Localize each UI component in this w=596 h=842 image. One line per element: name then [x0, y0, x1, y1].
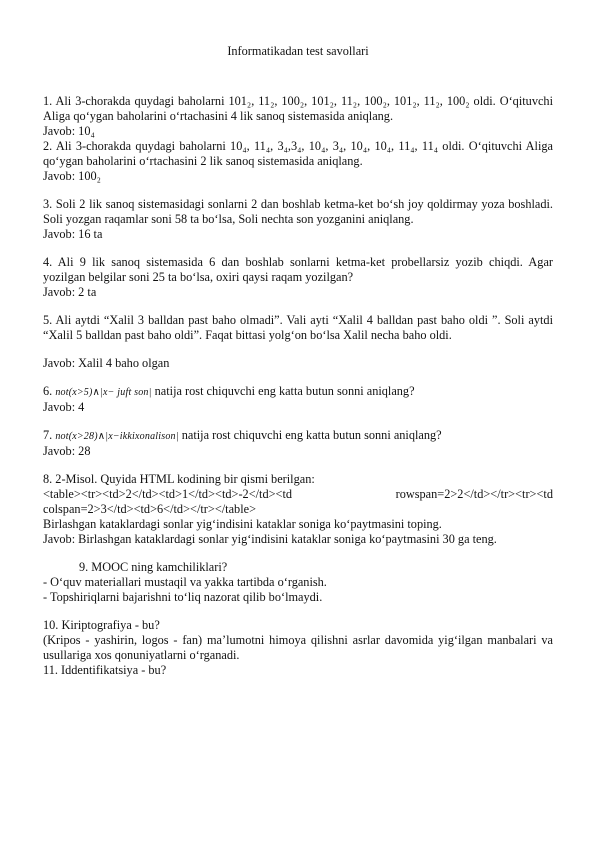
question-2-answer: Javob: 100₂ [43, 169, 101, 183]
question-10-text: (Kripos - yashirin, logos - fan) ma’lumotni himoya qilishni asrlar davomida yig‘ilgan manbalari va usullariga xos qonuniyatlarni o‘rganadi. [43, 633, 553, 662]
question-8-answer: Javob: Birlashgan kataklardagi sonlar yig‘indisini kataklar soniga ko‘paytmasini 30 ga teng. [43, 532, 497, 546]
document-body [43, 94, 557, 678]
question-8-intro: 8. 2-Misol. Quyida HTML kodining bir qismi berilgan: [43, 472, 315, 486]
question-5-answer: Javob: Xalil 4 baho olgan [43, 356, 170, 370]
question-11-title: 11. Iddentifikatsiya - bu? [43, 663, 167, 677]
question-6-number: 6. [43, 384, 53, 398]
question-4-answer: Javob: 2 ta [43, 285, 97, 299]
question-6-line [43, 384, 553, 400]
question-6-formula: not(x>5)∧|x− juft son| [55, 387, 152, 398]
question-7-formula: not(x>28)∧|x−ikkixonalison| [55, 431, 179, 442]
question-8-html-code: <table><tr><td>2</td><td>1</td><td>-2</td><td rowspan=2>2</td></tr><tr><td colspan=2>3</td><td>6</td></tr></table> [43, 487, 557, 516]
question-1-text: 1. Ali 3-chorakda quydagi baholarni 101₂, 11₂, 100₂, 101₂, 11₂, 100₂, 101₂, 11₂, 100₂ oldi. O‘qituvchi Aliga qo‘ygan baholarini o‘rtachasini 4 lik sanoq sistemasida aniqlang. [43, 94, 553, 123]
question-8-task: Birlashgan kataklardagi sonlar yig‘indisini kataklar soniga ko‘paytmasini toping. [43, 517, 442, 531]
question-7-answer: Javob: 28 [43, 444, 91, 458]
question-6-text: natija rost chiquvchi eng katta butun sonni aniqlang? [151, 384, 415, 398]
question-9-item: - O‘quv materiallari mustaqil va yakka tartibda o‘rganish. [43, 575, 327, 589]
question-5-text: 5. Ali aytdi “Xalil 3 balldan past baho olmadi”. Vali ayti “Xalil 4 balldan past baho oldi ”. Soli aytdi “Xalil 5 balldan past baho oldi”. Faqat bittasi yolg‘on bo‘lsa Xalil necha baho oldi. [43, 313, 553, 342]
question-3-answer: Javob: 16 ta [43, 227, 103, 241]
question-6-answer: Javob: 4 [43, 400, 85, 414]
question-1-answer: Javob: 10₄ [43, 124, 95, 138]
question-3-text: 3. Soli 2 lik sanoq sistemasidagi sonlarni 2 dan boshlab ketma-ket bo‘sh joy qoldirmay yoza boshladi. Soli yozgan raqamlar soni 58 ta bo‘lsa, Soli nechta son yozganini aniqlang. [43, 197, 553, 226]
question-10-title: 10. Kiriptografiya - bu? [43, 618, 160, 632]
question-7-line [43, 428, 553, 444]
question-4-text: 4. Ali 9 lik sanoq sistemasida 6 dan boshlab sonlarni ketma-ket probellarsiz yozib chiqdi. Agar yozilgan belgilar soni 25 ta bo‘lsa, oxiri qaysi raqam yozilgan? [43, 255, 553, 284]
question-7-text: natija rost chiquvchi eng katta butun sonni aniqlang? [178, 428, 442, 442]
document-title: Informatikadan test savollari [227, 44, 369, 58]
question-7-number: 7. [43, 428, 53, 442]
question-9-title: 9. MOOC ning kamchiliklari? [79, 560, 228, 574]
question-9-item: - Topshiriqlarni bajarishni to‘liq nazorat qilib bo‘lmaydi. [43, 590, 323, 604]
question-2-text: 2. Ali 3-chorakda quydagi baholarni 10₄, 11₄, 3₄,3₄, 10₄, 3₄, 10₄, 10₄, 11₄, 11₄ oldi. O‘qituvchi Aliga qo‘ygan baholarini o‘rtachasini 2 lik sanoq sistemasida aniqlang. [43, 139, 553, 168]
